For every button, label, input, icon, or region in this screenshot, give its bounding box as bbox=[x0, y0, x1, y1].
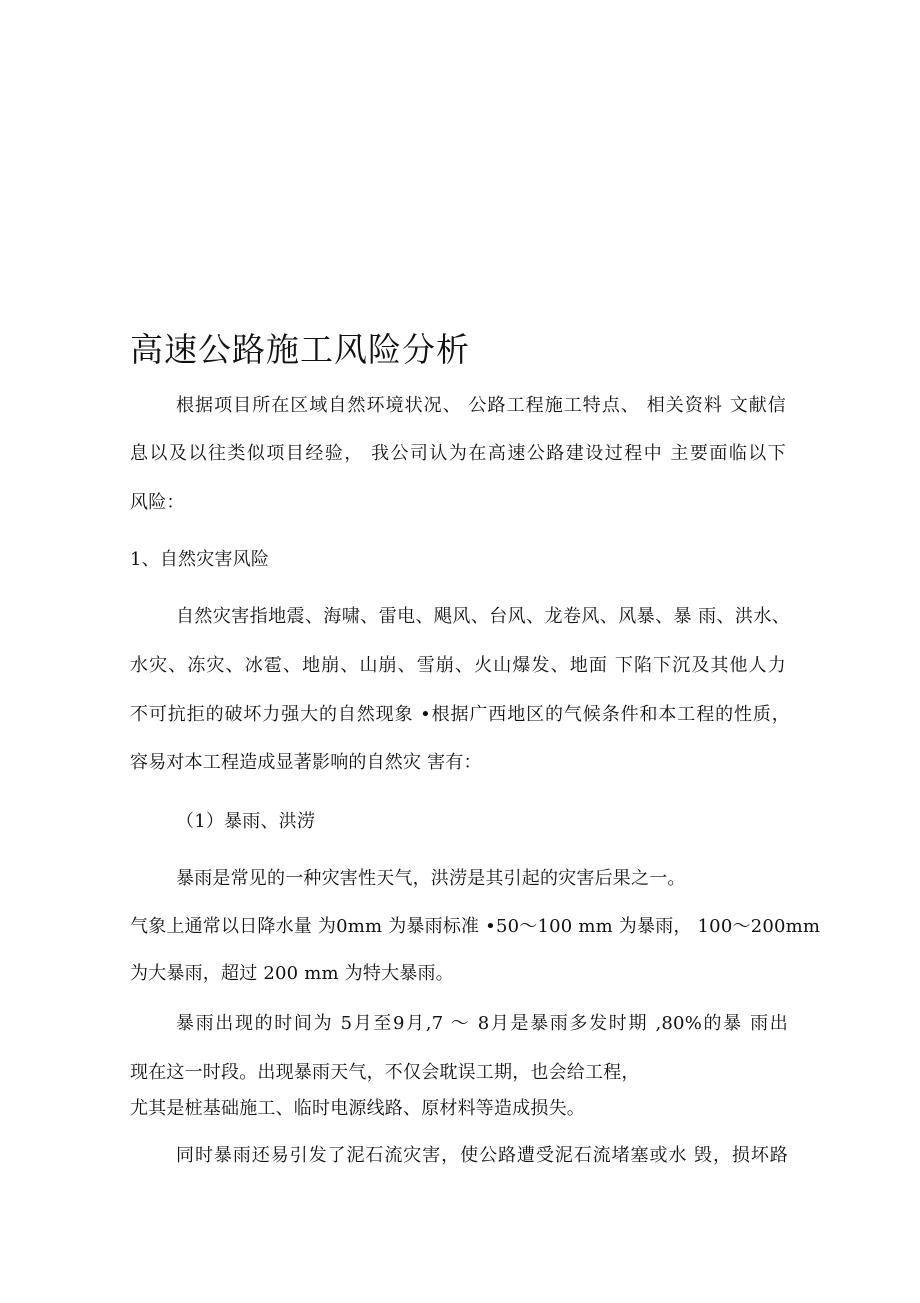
intro-line-3: 风险： bbox=[130, 492, 185, 513]
section1-line-3: 不可抗拒的破坏力强大的自然现象 •根据广西地区的气候条件和本工程的性质， bbox=[130, 704, 790, 725]
section1-line-4: 容易对本工程造成显著影响的自然灾 害有： bbox=[130, 752, 482, 773]
section1-line-2: 水灾、冻灾、冰雹、地崩、山崩、雪崩、火山爆发、地面 下陷下沉及其他人力 bbox=[130, 655, 786, 676]
rain-para2-line-3: 尤其是桩基础施工、临时电源线路、原材料等造成损失。 bbox=[130, 1098, 585, 1119]
rain-para1-line-1: 暴雨是常见的一种灾害性天气，洪涝是其引起的灾害后果之一。 bbox=[176, 868, 686, 889]
intro-line-2: 息以及以往类似项目经验， 我公司认为在高速公路建设过程中 主要面临以下 bbox=[130, 443, 786, 464]
rain-para1-line-3: 为大暴雨，超过 200 mm 为特大暴雨。 bbox=[130, 963, 454, 984]
rain-para2-line-2: 现在这一时段。出现暴雨天气，不仅会耽误工期，也会给工程， bbox=[130, 1062, 640, 1083]
rain-para2-line-1: 暴雨出现的时间为 5月至9月,7 ～ 8月是暴雨多发时期 ,80%的暴 雨出 bbox=[176, 1013, 788, 1034]
intro-line-1: 根据项目所在区域自然环境状况、 公路工程施工特点、 相关资料 文献信 bbox=[176, 395, 786, 416]
page-title: 高速公路施工风险分析 bbox=[130, 330, 470, 369]
section1-line-1: 自然灾害指地震、海啸、雷电、飓风、台风、龙卷风、风暴、暴 雨、洪水、 bbox=[176, 606, 790, 627]
section-heading-natural-disaster: 1、自然灾害风险 bbox=[130, 549, 270, 570]
rain-para1-line-2: 气象上通常以日降水量 为0mm 为暴雨标准 •50～100 mm 为暴雨， 100～200mm bbox=[130, 916, 821, 937]
subsection-heading-rainstorm: （1）暴雨、洪涝 bbox=[176, 811, 316, 832]
rain-para3-line-1: 同时暴雨还易引发了泥石流灾害，使公路遭受泥石流堵塞或水 毁，损坏路 bbox=[176, 1145, 788, 1166]
